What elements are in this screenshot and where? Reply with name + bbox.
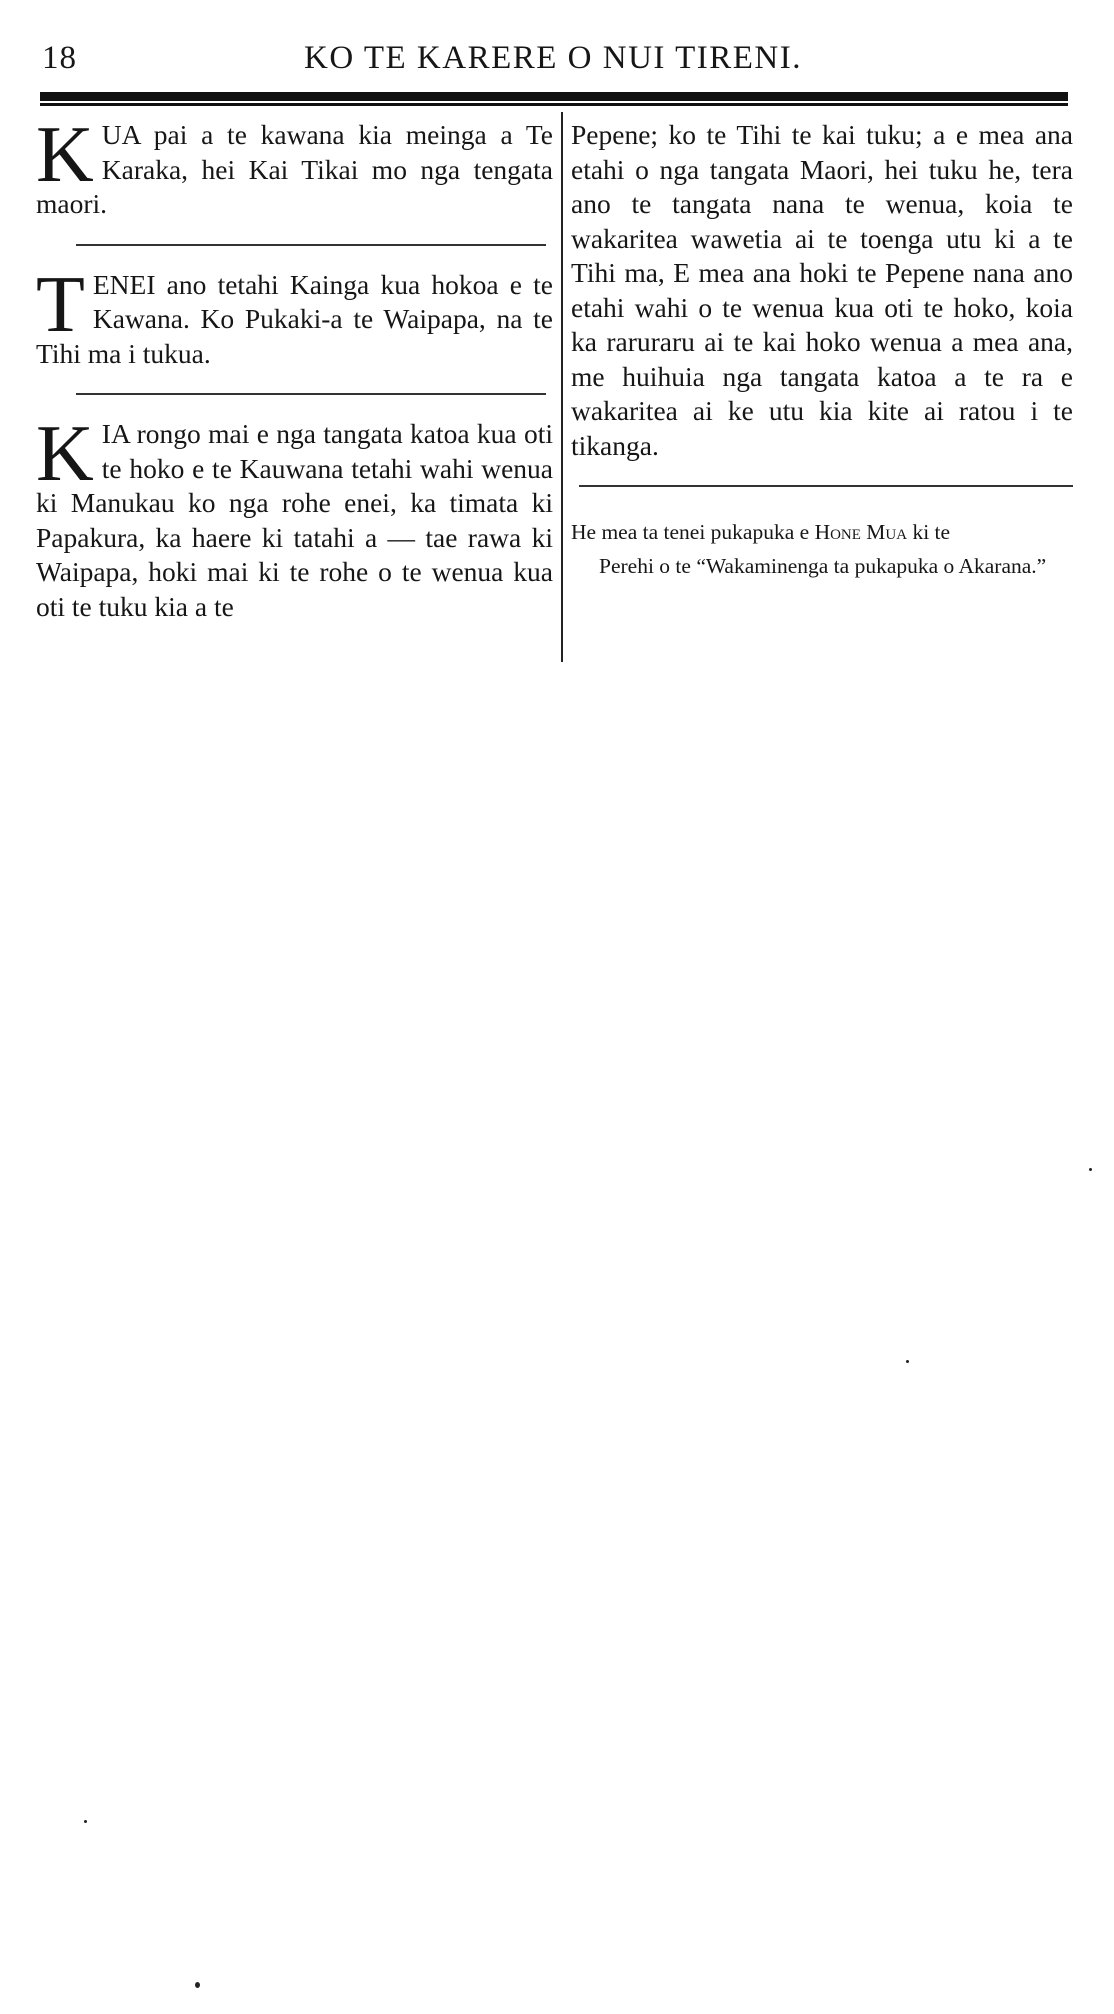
header-rule-thin: [40, 103, 1068, 106]
running-title: KO TE KARERE O NUI TIRENI.: [304, 40, 802, 76]
imprint-separator: [579, 485, 1073, 487]
print-speck: [195, 1982, 200, 1988]
drop-cap: K: [36, 410, 94, 498]
page-header: [38, 40, 1068, 88]
article-text: ENEI ano tetahi Kainga kua hokoa e te Kawana. Ko Pukaki-a te Waipapa, na te Tihi ma i tukua.: [36, 268, 553, 369]
left-column: [36, 111, 553, 624]
imprint-middle: ki te: [907, 520, 951, 544]
column-divider: [561, 112, 563, 662]
imprint-prefix: He mea ta tenei pukapuka e: [571, 520, 815, 544]
drop-cap: K: [36, 111, 94, 199]
imprint-line-2: Perehi o te “Wakaminenga ta pukapuka o Akarana.”: [599, 554, 1047, 578]
article-land-purchase: [36, 260, 553, 372]
article-continuation: Pepene; ko te Tihi te kai tuku; a e mea ana etahi o nga tangata Maori, hei tuku he, tera ano te tangata nana te wenua, koia te wakaritea wawetia ai te toenga utu ki a te Tihi ma, E mea ana hoki te Pepene nana ano etahi wahi o te wenua kua oti te hoko, koia ka raruraru ai te kai hoko wenua a mea ana, me huihuia nga tangata katoa a te ra e wakaritea ai ke utu kia kite ai ratou i te tikanga.: [571, 119, 1073, 461]
header-rule-thick: [40, 92, 1068, 101]
print-speck: [1089, 1168, 1092, 1171]
printer-imprint: [571, 515, 1073, 583]
right-column: [571, 118, 1073, 605]
print-speck: [84, 1820, 87, 1823]
article-separator: [76, 393, 546, 395]
article-separator: [76, 244, 546, 246]
article-text: UA pai a te kawana kia meinga a Te Karaka, hei Kai Tikai mo nga tengata maori.: [36, 119, 553, 219]
printer-name: Hone Mua: [814, 520, 908, 544]
print-speck: [906, 1360, 909, 1363]
article-governor-appointment: [36, 111, 553, 222]
article-text: IA rongo mai e nga tangata katoa kua oti te hoko e te Kauwana tetahi wahi wenua ki Manukau ko nga rohe enei, ka timata ki Papakura, ka haere ki tatahi a — tae rawa ki Waipapa, hoki mai ki te rohe o te wenua kua oti te tuku kia a te: [36, 418, 553, 622]
page-number: 18: [42, 40, 77, 76]
article-manukau-notice: [36, 410, 553, 624]
drop-cap: T: [36, 260, 85, 349]
